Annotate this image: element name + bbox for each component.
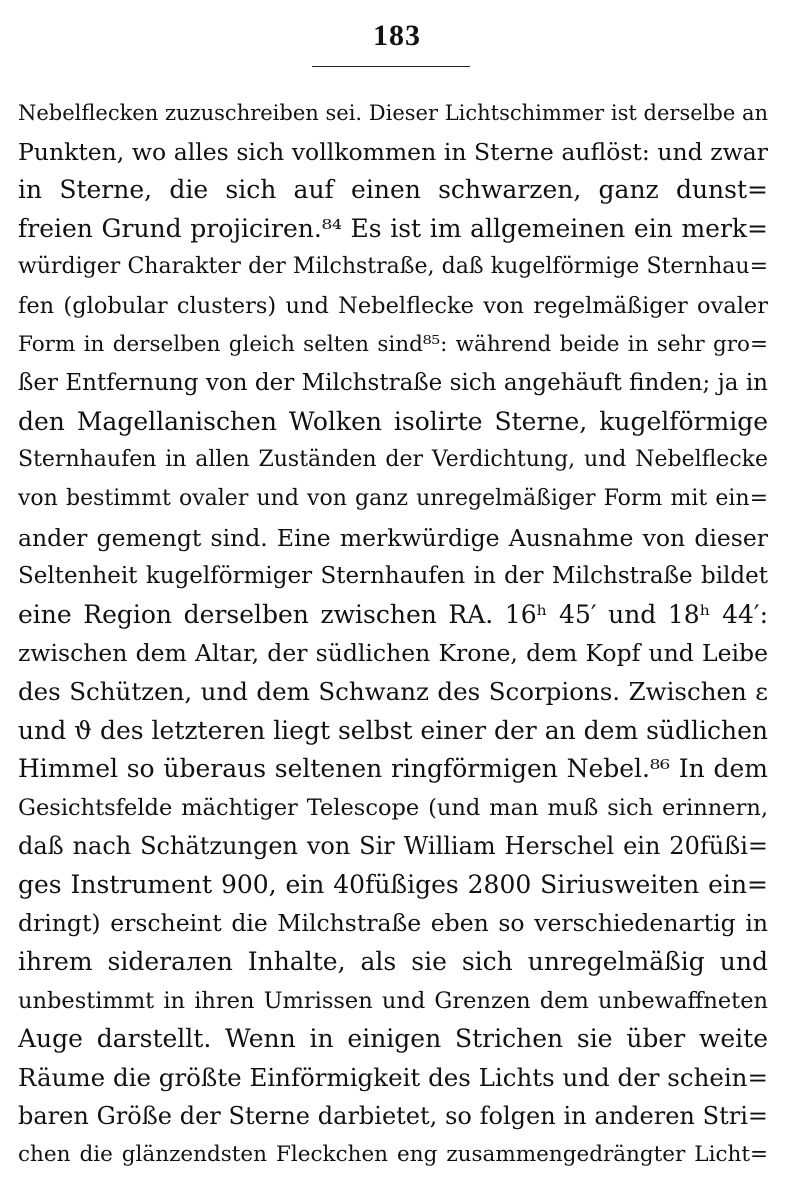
body-text	[18, 94, 768, 1175]
text-line: Räume die größte Einförmigkeit des Lichts und der schein=	[18, 1062, 768, 1092]
header-rule	[312, 66, 470, 67]
text-line: Nebelflecken zuzuschreiben sei. Dieser Lichtschimmer ist derselbe an	[18, 101, 768, 125]
text-line: baren Größe der Sterne darbietet, so folgen in anderen Stri=	[18, 1102, 768, 1131]
text-line: ihrem siderалen Inhalte, als sie sich unregelmäßig und	[18, 947, 768, 977]
text-line: in Sterne, die sich auf einen schwarzen, ganz dunst=	[18, 175, 768, 205]
text-line: unbestimmt in ihren Umrissen und Grenzen dem unbewaffneten	[18, 987, 768, 1014]
text-line: und ϑ des letzteren liegt selbst einer der an dem südlichen	[18, 715, 768, 745]
text-line: ander gemengt sind. Eine merkwürdige Ausnahme von dieser	[18, 523, 768, 552]
page-number: 183	[373, 19, 421, 52]
text-line: eine Region derselben zwischen RA. 16ʰ 45′ und 18ʰ 44′:	[18, 599, 768, 629]
text-line: freien Grund projiciren.⁸⁴ Es ist im allgemeinen ein merk=	[18, 213, 768, 243]
text-line: Auge darstellt. Wenn in einigen Strichen sie über weite	[18, 1024, 768, 1054]
text-line: von bestimmt ovaler und von ganz unregelmäßiger Form mit ein=	[18, 485, 768, 511]
text-line: würdiger Charakter der Milchstraße, daß kugelförmige Sternhau=	[18, 254, 768, 280]
text-line: ßer Entfernung von der Milchstraße sich angehäuft finden; ja in	[18, 370, 768, 397]
text-line: Himmel so überaus seltenen ringförmigen Nebel.⁸⁶ In dem	[18, 754, 768, 784]
text-line: fen (globular clusters) und Nebelflecke von regelmäßiger ovaler	[18, 292, 768, 319]
text-line: des Schützen, und dem Schwanz des Scorpions. Zwischen ε	[18, 676, 768, 706]
text-line: Gesichtsfelde mächtiger Telescope (und man muß sich erinnern,	[18, 794, 768, 821]
text-line: Punkten, wo alles sich vollkommen in Sterne auflöst: und zwar	[18, 137, 768, 166]
text-line: den Magellanischen Wolken isolirte Sterne, kugelförmige	[18, 406, 768, 436]
text-line: daß nach Schätzungen von Sir William Herschel ein 20füßi=	[18, 832, 768, 861]
text-line: zwischen dem Altar, der südlichen Krone, dem Kopf und Leibe	[18, 639, 768, 668]
text-line: Form in derselben gleich selten sind⁸⁵: während beide in sehr gro=	[18, 331, 768, 357]
text-line: Seltenheit kugelförmiger Sternhaufen in der Milchstraße bildet	[18, 563, 768, 590]
text-line: Sternhaufen in allen Zuständen der Verdichtung, und Nebelflecke	[18, 447, 768, 473]
text-line: dringt) erscheint die Milchstraße eben so verschiedenartig in	[18, 909, 768, 938]
text-line: chen die glänzendsten Fleckchen eng zusammengedrängter Licht=	[18, 1142, 768, 1168]
text-line: ges Instrument 900, ein 40füßiges 2800 Siriusweiten ein=	[18, 869, 768, 899]
